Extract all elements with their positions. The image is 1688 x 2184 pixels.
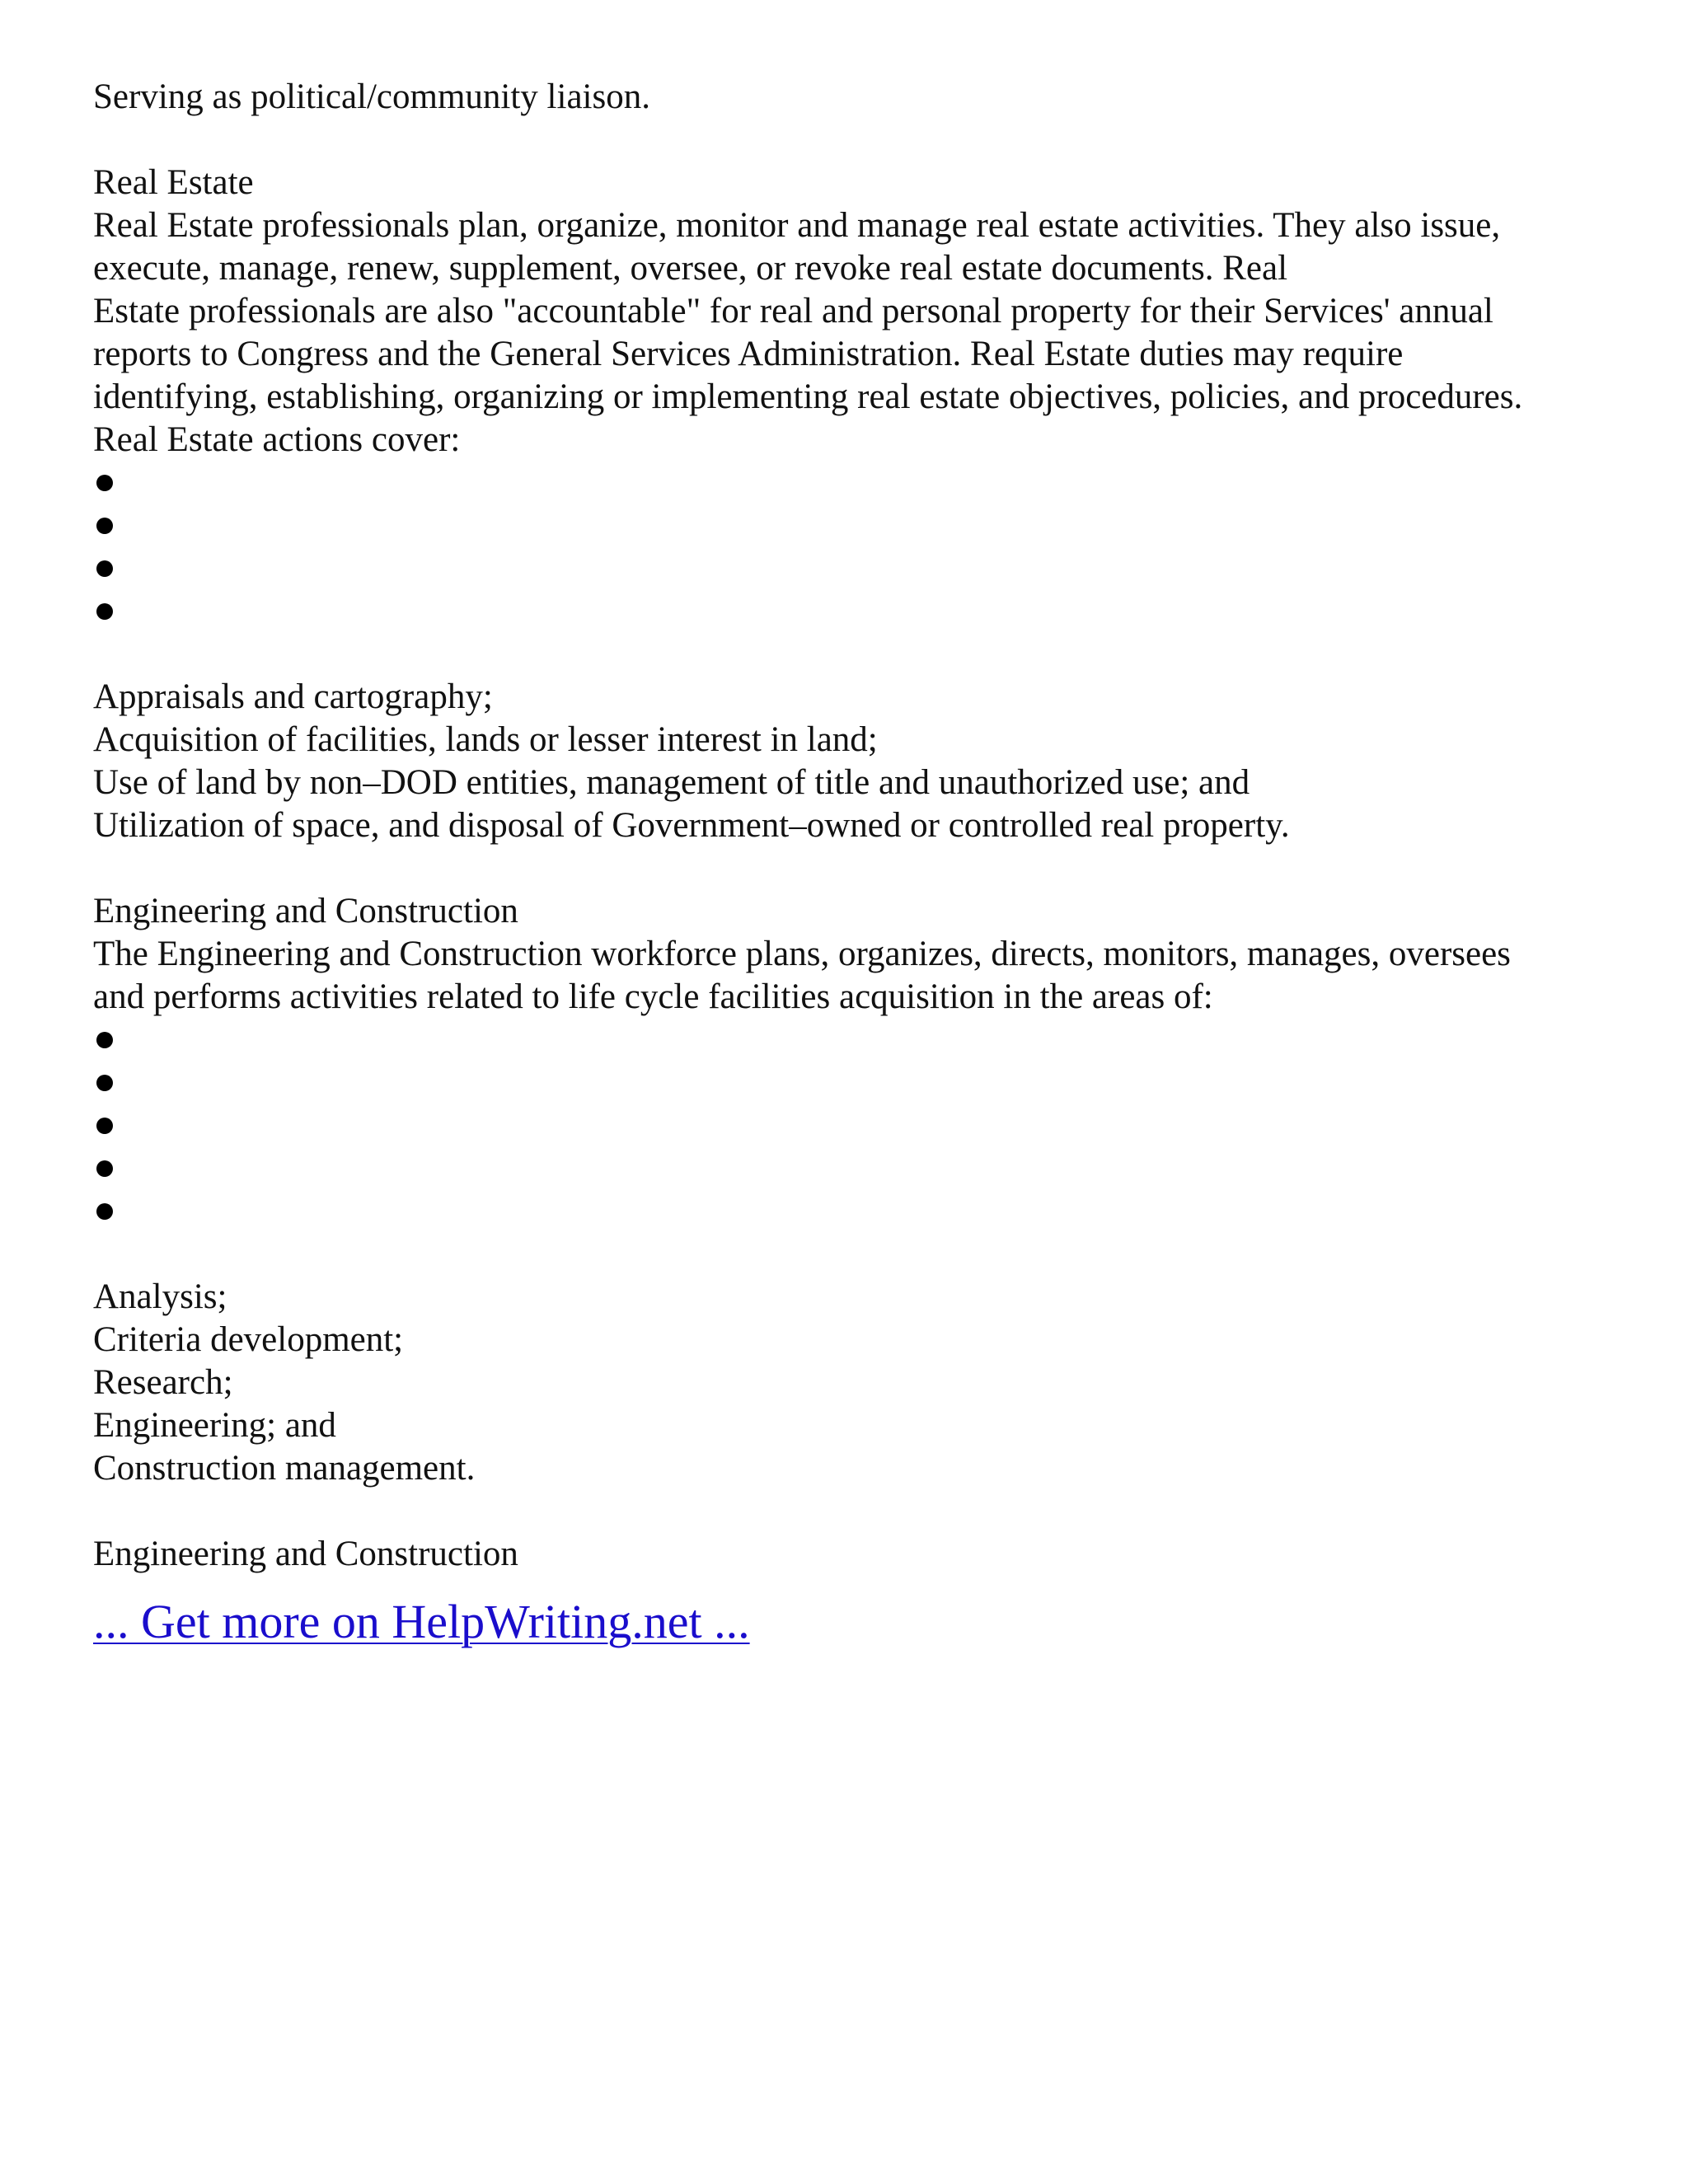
engineering-list-item: Construction management. — [93, 1449, 476, 1488]
engineering-list-item: Criteria development; — [93, 1320, 404, 1359]
spacer — [93, 1233, 1601, 1276]
real-estate-paragraph-line: Estate professionals are also "accountable" for real and personal property for their Services' annual — [93, 292, 1493, 330]
real-estate-paragraph-line: identifying, establishing, organizing or implementing real estate objectives, policies, and procedures. — [93, 377, 1523, 416]
real-estate-list-item: Appraisals and cartography; — [93, 677, 493, 716]
bullet-dot-icon — [96, 518, 113, 534]
real-estate-paragraph-line: execute, manage, renew, supplement, oversee, or revoke real estate documents. Real — [93, 249, 1288, 288]
engineering-paragraph-line: and performs activities related to life cycle facilities acquisition in the areas of: — [93, 977, 1213, 1016]
bullet-dot-icon — [96, 1203, 113, 1220]
real-estate-paragraph-line: Real Estate actions cover: — [93, 420, 461, 459]
bullet-marker — [93, 1147, 1601, 1190]
bullet-dot-icon — [96, 603, 113, 620]
spacer — [93, 633, 1601, 676]
real-estate-list-item: Use of land by non–DOD entities, management of title and unauthorized use; and — [93, 763, 1250, 802]
engineering-list-item: Analysis; — [93, 1277, 227, 1316]
spacer — [93, 1490, 1601, 1533]
spacer — [93, 847, 1601, 890]
bullet-marker — [93, 1062, 1601, 1104]
bullet-marker — [93, 462, 1601, 504]
bullet-marker — [93, 504, 1601, 547]
bullet-marker — [93, 547, 1601, 590]
engineering-heading: Engineering and Construction — [93, 892, 518, 930]
bullet-dot-icon — [96, 1118, 113, 1134]
real-estate-list-item: Utilization of space, and disposal of Government–owned or controlled real property. — [93, 806, 1290, 845]
engineering-list-item: Engineering; and — [93, 1406, 336, 1445]
real-estate-heading: Real Estate — [93, 163, 254, 202]
document-page — [93, 76, 1601, 1652]
bullet-dot-icon — [96, 475, 113, 491]
real-estate-paragraph-line: Real Estate professionals plan, organize, monitor and manage real estate activities. They also issue, — [93, 206, 1501, 245]
bullet-dot-icon — [96, 1032, 113, 1048]
bullet-dot-icon — [96, 560, 113, 577]
engineering-paragraph-line: The Engineering and Construction workforce plans, organizes, directs, monitors, manages, oversees — [93, 935, 1511, 973]
bullet-marker — [93, 1104, 1601, 1147]
bullet-dot-icon — [96, 1075, 113, 1091]
engineering-list-item: Research; — [93, 1363, 233, 1402]
real-estate-paragraph-line: reports to Congress and the General Services Administration. Real Estate duties may require — [93, 335, 1404, 373]
intro-line: Serving as political/community liaison. — [93, 77, 650, 116]
bullet-marker — [93, 1019, 1601, 1062]
footer-heading: Engineering and Construction — [93, 1535, 518, 1573]
bullet-marker — [93, 1190, 1601, 1233]
real-estate-list-item: Acquisition of facilities, lands or lesser interest in land; — [93, 720, 878, 759]
get-more-link[interactable]: ... Get more on HelpWriting.net ... — [93, 1595, 750, 1648]
bullet-dot-icon — [96, 1160, 113, 1177]
more-link-block — [93, 1592, 1601, 1652]
spacer — [93, 119, 1601, 162]
bullet-marker — [93, 590, 1601, 633]
